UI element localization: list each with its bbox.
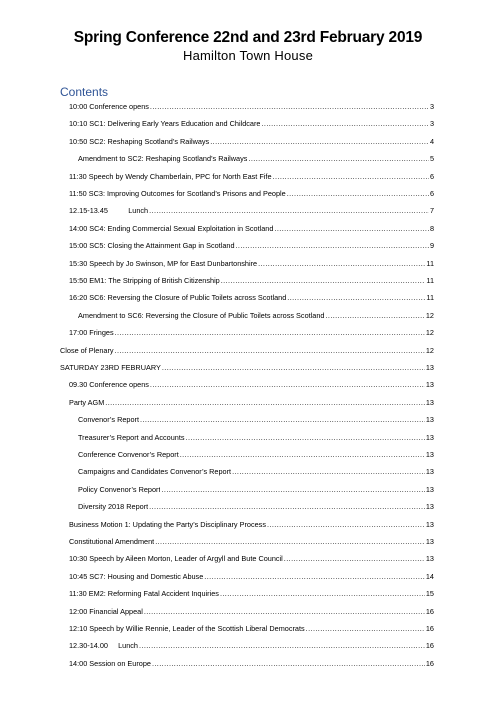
toc-entry[interactable]: [78, 432, 434, 444]
toc-dot-leader: [139, 640, 425, 652]
toc-page-number: 4: [429, 136, 434, 146]
toc-dot-leader: [287, 188, 429, 200]
toc-entry[interactable]: [78, 449, 434, 461]
toc-dot-leader: [274, 223, 429, 235]
toc-entry-title: 11:30 EM2: Reforming Fatal Accident Inquiries: [69, 589, 219, 599]
toc-entry[interactable]: [78, 466, 434, 478]
toc-page-number: 12: [425, 310, 434, 320]
toc-entry[interactable]: [69, 136, 434, 148]
toc-dot-leader: [221, 275, 426, 287]
toc-dot-leader: [140, 414, 425, 426]
toc-page-number: 16: [425, 624, 434, 633]
toc-entry[interactable]: [69, 536, 434, 548]
toc-entry-title: Campaigns and Candidates Convenor’s Report: [78, 467, 232, 477]
toc-entry-title: 15:50 EM1: The Stripping of British Citizenship: [69, 276, 220, 285]
toc-page-number: 13: [425, 467, 434, 477]
toc-entry[interactable]: [69, 623, 434, 635]
toc-entry-title: 12.30-14.00 Lunch: [69, 641, 138, 651]
toc-dot-leader: [115, 345, 425, 357]
toc-page-number: 13: [425, 537, 434, 546]
toc-page-number: 13: [425, 484, 434, 494]
toc-entry[interactable]: [69, 640, 434, 652]
toc-entry[interactable]: [60, 345, 434, 357]
toc-entry[interactable]: [69, 292, 434, 304]
toc-page-number: 12: [425, 345, 434, 355]
toc-dot-leader: [306, 623, 425, 635]
toc-entry[interactable]: [69, 188, 434, 200]
toc-entry[interactable]: [60, 362, 434, 374]
toc-entry-title: 12:00 Financial Appeal: [69, 606, 143, 616]
toc-entry-title: 15:30 Speech by Jo Swinson, MP for East Dunbartonshire: [69, 258, 258, 268]
toc-entry[interactable]: [69, 101, 434, 113]
toc-dot-leader: [287, 292, 425, 304]
toc-dot-leader: [204, 571, 425, 583]
toc-entry-title: 09.30 Conference opens: [69, 380, 149, 390]
document-title: Spring Conference 22nd and 23rd February 2019: [73, 29, 423, 46]
toc-page-number: 5: [429, 154, 434, 164]
toc-dot-leader: [149, 501, 425, 513]
toc-entry[interactable]: [78, 484, 434, 496]
toc-entry[interactable]: [69, 658, 434, 670]
toc-entry[interactable]: [78, 414, 434, 426]
toc-dot-leader: [273, 171, 429, 183]
toc-entry-title: Close of Plenary: [60, 345, 114, 355]
toc-dot-leader: [144, 606, 425, 618]
toc-page-number: 11: [426, 293, 434, 303]
toc-entry[interactable]: [69, 519, 434, 531]
contents-heading: Contents: [60, 85, 109, 99]
toc-page-number: 7: [429, 206, 434, 216]
toc-entry[interactable]: [69, 118, 434, 130]
toc-entry[interactable]: [69, 553, 434, 565]
toc-entry-title: 14:00 SC4: Ending Commercial Sexual Exploitation in Scotland: [69, 223, 274, 233]
toc-entry-title: 16:20 SC6: Reversing the Closure of Public Toilets across Scotland: [69, 293, 287, 303]
toc-page-number: 6: [429, 171, 434, 181]
toc-entry-title: 15:00 SC5: Closing the Attainment Gap in Scotland: [69, 241, 235, 251]
toc-dot-leader: [284, 553, 425, 565]
toc-page-number: 9: [429, 241, 434, 251]
toc-entry-title: 10:10 SC1: Delivering Early Years Education and Childcare: [69, 119, 261, 129]
toc-page-number: 13: [425, 380, 434, 390]
toc-dot-leader: [180, 449, 425, 461]
toc-dot-leader: [105, 397, 425, 409]
toc-page-number: 11: [426, 276, 434, 285]
toc-page-number: 12: [425, 328, 434, 338]
toc-entry-title: Diversity 2018 Report: [78, 502, 149, 512]
toc-dot-leader: [261, 118, 428, 130]
toc-dot-leader: [150, 101, 429, 113]
toc-entry-title: Amendment to SC6: Reversing the Closure of Public Toilets across Scotland: [78, 310, 325, 320]
toc-page-number: 11: [426, 258, 434, 268]
toc-entry-title: 10:50 SC2: Reshaping Scotland’s Railways: [69, 136, 210, 146]
toc-dot-leader: [162, 362, 425, 374]
toc-entry[interactable]: [69, 240, 434, 252]
toc-page-number: 14: [425, 571, 434, 581]
toc-dot-leader: [152, 658, 425, 670]
toc-entry-title: 10:00 Conference opens: [69, 102, 149, 111]
toc-entry[interactable]: [69, 588, 434, 600]
toc-dot-leader: [258, 258, 425, 270]
toc-page-number: 15: [425, 589, 434, 599]
toc-dot-leader: [186, 432, 425, 444]
toc-dot-leader: [232, 466, 425, 478]
toc-entry[interactable]: [69, 258, 434, 270]
toc-entry[interactable]: [69, 606, 434, 618]
toc-entry-title: Treasurer’s Report and Accounts: [78, 432, 185, 442]
toc-entry-title: Amendment to SC2: Reshaping Scotland’s Railways: [78, 154, 248, 164]
toc-dot-leader: [155, 536, 425, 548]
toc-page-number: 8: [429, 223, 434, 233]
toc-entry-title: 12.15-13.45 Lunch: [69, 206, 149, 216]
toc-entry[interactable]: [78, 153, 434, 165]
toc-dot-leader: [150, 379, 425, 391]
toc-entry[interactable]: [78, 310, 434, 322]
toc-dot-leader: [210, 136, 429, 148]
toc-page-number: 16: [425, 658, 434, 668]
toc-page-number: 13: [425, 519, 434, 529]
toc-entry-title: 11:50 SC3: Improving Outcomes for Scotland’s Prisons and People: [69, 189, 286, 198]
toc-entry[interactable]: [78, 501, 434, 513]
toc-dot-leader: [248, 153, 429, 165]
toc-entry-title: 14:00 Session on Europe: [69, 658, 151, 668]
toc-page-number: 3: [429, 102, 434, 111]
toc-page-number: 16: [425, 606, 434, 616]
toc-entry[interactable]: [69, 327, 434, 339]
toc-page-number: 3: [429, 119, 434, 129]
toc-entry[interactable]: [69, 223, 434, 235]
toc-page-number: 13: [425, 415, 434, 425]
toc-dot-leader: [115, 327, 425, 339]
toc-entry-title: Party AGM: [69, 397, 105, 407]
toc-entry[interactable]: [69, 571, 434, 583]
toc-page-number: 13: [425, 397, 434, 407]
toc-page-number: 13: [425, 554, 434, 564]
toc-entry-title: SATURDAY 23RD FEBRUARY: [60, 363, 161, 372]
toc-entry[interactable]: [69, 397, 434, 409]
toc-page-number: 6: [429, 189, 434, 198]
toc-entry-title: 17:00 Fringes: [69, 328, 114, 338]
toc-page-number: 13: [425, 363, 434, 372]
toc-page-number: 13: [425, 432, 434, 442]
toc-entry-title: 12:10 Speech by Willie Rennie, Leader of the Scottish Liberal Democrats: [69, 624, 305, 633]
toc-entry-title: Policy Convenor’s Report: [78, 484, 161, 494]
toc-dot-leader: [236, 240, 429, 252]
toc-entry[interactable]: [69, 205, 434, 217]
toc-dot-leader: [220, 588, 425, 600]
toc-entry[interactable]: [69, 275, 434, 287]
toc-entry-title: Convenor’s Report: [78, 415, 139, 425]
toc-entry-title: Conference Convenor’s Report: [78, 450, 179, 459]
document-subtitle: Hamilton Town House: [182, 48, 313, 63]
toc-page-number: 13: [425, 502, 434, 512]
toc-page-number: 13: [425, 450, 434, 459]
toc-page-number: 16: [425, 641, 434, 651]
toc-entry-title: 10:45 SC7: Housing and Domestic Abuse: [69, 571, 204, 581]
toc-dot-leader: [161, 484, 424, 496]
toc-entry[interactable]: [69, 379, 434, 391]
toc-dot-leader: [149, 205, 429, 217]
toc-entry-title: 10:30 Speech by Aileen Morton, Leader of Argyll and Bute Council: [69, 554, 283, 564]
toc-entry-title: Constitutional Amendment: [69, 537, 155, 546]
toc-dot-leader: [267, 519, 425, 531]
toc-entry-title: Business Motion 1: Updating the Party’s Disciplinary Process: [69, 519, 266, 529]
toc-entry[interactable]: [69, 171, 434, 183]
toc-dot-leader: [325, 310, 424, 322]
toc-entry-title: 11:30 Speech by Wendy Chamberlain, PPC for North East Fife: [69, 171, 272, 181]
